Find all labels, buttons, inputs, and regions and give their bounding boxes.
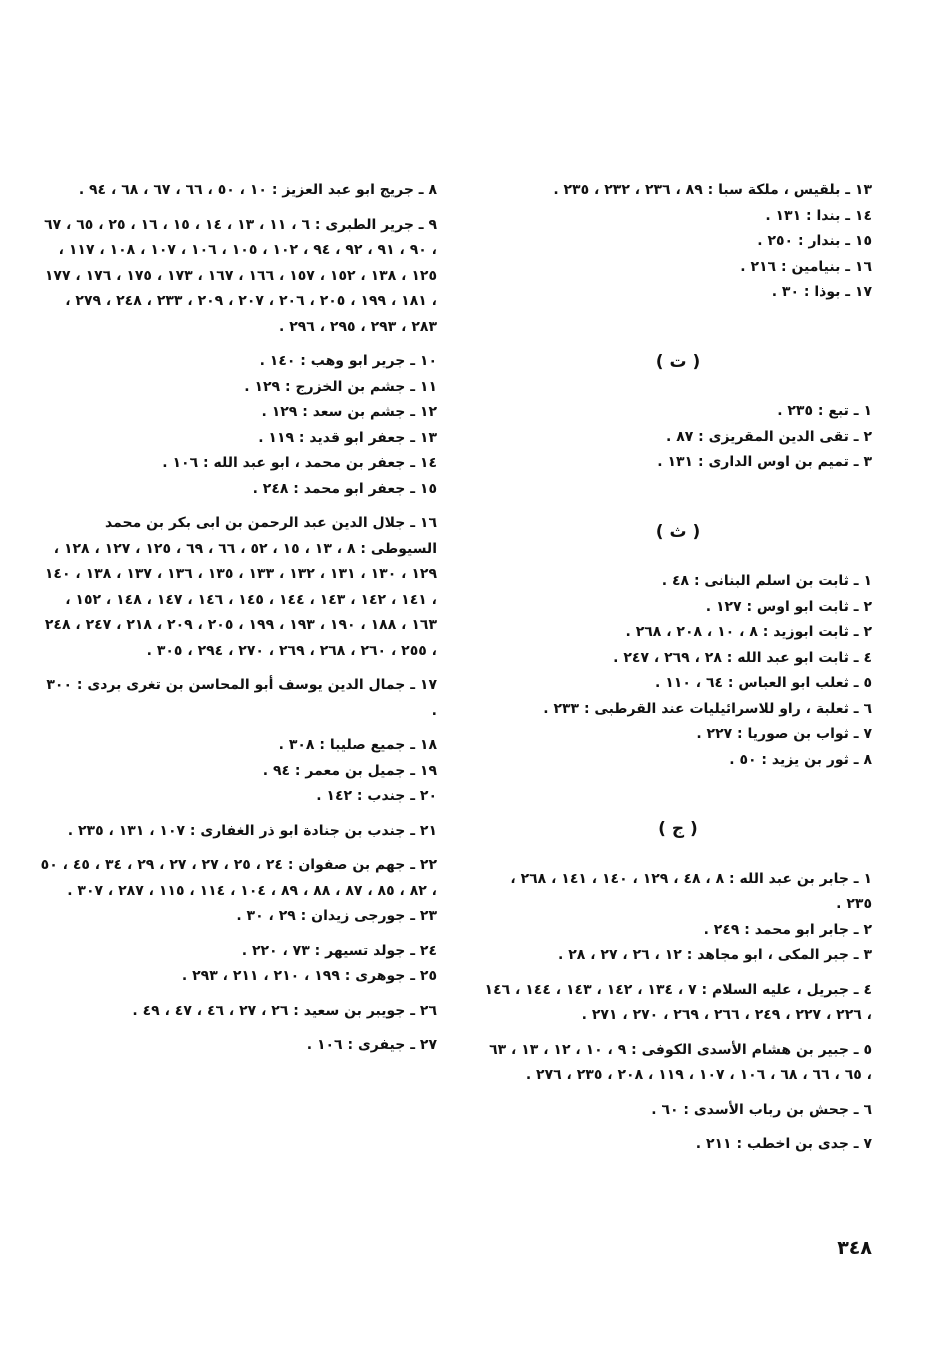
index-entry: ١٦ ـ جلال الدين عبد الرحمن بن ابى بكر بن محمد السيوطى : ٨ ، ١٣ ، ١٥ ، ٥٢ ، ٦٦ ، ٦٩ ، ١٢٥ ، ١٢٧ ، ١٢٨ ، ١٢٩ ، ١٣٠ ، ١٣١ ، ١٣٢ ، ١٣٣ ، ١٣٥ ، ١٣٦ ، ١٣٧ ، ١٣٨ ، ١٤٠ ، ١٤١ ، ١٤٢ ، ١٤٣ ، ١٤٤ ، ١٤٥ ، ١٤٦ ، ١٤٧ ، ١٤٨ ، ١٥٢ ، ١٦٣ ، ١٨٨ ، ١٩٠ ، ١٩٣ ، ١٩٩ ، ٢٠٥ ، ٢٠٩ ، ٢١٨ ، ٢٤٧ ، ٢٤٨ ، ٢٥٥ ، ٢٦٠ ، ٢٦٨ ، ٢٦٩ ، ٢٧٠ ، ٢٩٤ ، ٣٠٥ . xyxy=(44,515,437,659)
index-entry: ٢ ـ ثابت ابو اوس : ١٢٧ . xyxy=(705,598,872,615)
index-entry: ٥ ـ ثعلب ابو العباس : ٦٤ ، ١١٠ . xyxy=(655,675,872,691)
section-heading: ( ج ) xyxy=(658,819,698,839)
section-heading: ( ث ) xyxy=(655,521,701,542)
index-entry: ٢ ـ جابر ابو محمد : ٢٤٩ . xyxy=(703,921,872,938)
index-entry: ٦ ـ جحش بن رباب الأسدى : ٦٠ . xyxy=(651,1101,872,1118)
index-entry: ٢٣ ـ جورجى زيدان : ٢٩ ، ٣٠ . xyxy=(236,908,437,924)
index-entry: ٨ ـ جريج ابو عبد العزيز : ١٠ ، ٥٠ ، ٦٦ ، ٦٧ ، ٦٨ ، ٩٤ . xyxy=(78,182,437,198)
index-entry: ٧ ـ جدى بن اخطب : ٢١١ . xyxy=(695,1136,872,1152)
index-entry: ١٦ ـ بنيامين : ٢١٦ . xyxy=(740,258,872,275)
index-entry: ٢١ ـ جندب بن جنادة ابو ذر الغفارى : ١٠٧ ، ١٣١ ، ٢٣٥ . xyxy=(67,822,437,839)
index-entry: ١ ـ ثابت بن اسلم البنانى : ٤٨ . xyxy=(661,573,872,589)
index-entry: ٣ ـ تميم بن اوس الدارى : ١٣١ . xyxy=(657,454,872,470)
index-entry: ٨ ـ ثور بن يزيد : ٥٠ . xyxy=(729,751,872,768)
page-number: ٣٤٨ xyxy=(837,1237,872,1259)
index-column-right xyxy=(484,178,872,1158)
index-entry: ٤ ـ ثابت ابو عبد الله : ٢٨ ، ٢٦٩ ، ٢٤٧ . xyxy=(613,649,872,666)
index-entry: ١١ ـ جشم بن الخزرج : ١٢٩ . xyxy=(244,378,437,395)
index-entry: ٦ ـ ثعلبة ، راو للاسرائيليات عند القرطبى : ٢٣٣ . xyxy=(543,700,872,717)
index-entry: ٩ ـ جرير الطبرى : ٦ ، ١١ ، ١٣ ، ١٤ ، ١٥ ، ١٦ ، ٢٥ ، ٦٥ ، ٦٧ ، ٩٠ ، ٩١ ، ٩٢ ، ٩٤ ، ١٠٢ ، ١٠٥ ، ١٠٦ ، ١٠٧ ، ١٠٨ ، ١١٧ ، ١٢٥ ، ١٣٨ ، ١٥٢ ، ١٥٧ ، ١٦٦ ، ١٦٧ ، ١٧٣ ، ١٧٥ ، ١٧٦ ، ١٧٧ ، ١٨١ ، ١٩٩ ، ٢٠٥ ، ٢٠٦ ، ٢٠٧ ، ٢٠٩ ، ٢٣٣ ، ٢٤٨ ، ٢٧٩ ، ٢٨٣ ، ٢٩٣ ، ٢٩٥ ، ٢٩٦ . xyxy=(44,216,437,335)
index-entry: ١٢ ـ جشم بن سعد : ١٢٩ . xyxy=(261,404,437,420)
index-entry: ١٧ ـ جمال الدين يوسف أبو المحاسن بن تغرى بردى : ٣٠٠ . xyxy=(46,677,437,719)
index-entry: ٤ ـ جبريل ، عليه السلام : ٧ ، ١٣٤ ، ١٤٢ ، ١٤٣ ، ١٤٤ ، ١٤٦ ، ٢٢٦ ، ٢٢٧ ، ٢٤٩ ، ٢٦٦ ، ٢٦٩ ، ٢٧٠ ، ٢٧١ . xyxy=(484,981,872,1023)
index-entry: ١٥ ـ جعفر ابو محمد : ٢٤٨ . xyxy=(252,480,437,497)
index-entry: ٢٤ ـ جولد تسيهر : ٧٣ ، ٢٢٠ . xyxy=(241,942,437,959)
index-entry: ٢٠ ـ جندب : ١٤٢ . xyxy=(316,788,437,804)
index-entry: ١٤ ـ جعفر بن محمد ، ابو عبد الله : ١٠٦ . xyxy=(162,455,437,471)
index-entry: ١٧ ـ بوذا : ٣٠ . xyxy=(771,284,872,300)
index-entry: ١٩ ـ جميل بن معمر : ٩٤ . xyxy=(262,762,437,779)
index-entry: ١٨ ـ جميع صليبا : ٣٠٨ . xyxy=(278,737,437,753)
index-entry: ٢٢ ـ جهم بن صفوان : ٢٤ ، ٢٥ ، ٢٧ ، ٢٧ ، ٢٩ ، ٣٤ ، ٤٥ ، ٥٠ ، ٨٢ ، ٨٥ ، ٨٧ ، ٨٨ ، ٨٩ ، ١٠٤ ، ١١٤ ، ١١٥ ، ٢٨٧ ، ٣٠٧ . xyxy=(40,857,437,899)
index-entry: ١٣ ـ جعفر ابو قديد : ١١٩ . xyxy=(258,429,437,446)
index-entry: ٢٥ ـ جوهرى : ١٩٩ ، ٢١٠ ، ٢١١ ، ٢٩٣ . xyxy=(181,968,437,984)
index-entry: ٧ ـ ثواب بن صوريا : ٢٢٧ . xyxy=(696,726,872,742)
index-entry: ١٥ ـ بندار : ٢٥٠ . xyxy=(757,233,872,249)
index-entry: ١٠ ـ جرير ابو وهب : ١٤٠ . xyxy=(259,353,437,369)
index-entry: ١٤ ـ بندا : ١٣١ . xyxy=(765,207,872,224)
index-entry: ٢٦ ـ جويبر بن سعيد : ٢٦ ، ٢٧ ، ٤٦ ، ٤٧ ، ٤٩ . xyxy=(132,1002,437,1019)
index-entry: ٣ ـ جبر المكى ، ابو مجاهد : ١٢ ، ٢٦ ، ٢٧ ، ٢٨ . xyxy=(558,947,872,963)
index-entry: ١ ـ تبع : ٢٣٥ . xyxy=(777,403,872,419)
index-column-left xyxy=(37,178,437,1059)
index-entry: ٢ ـ تقى الدين المقريزى : ٨٧ . xyxy=(666,428,872,445)
index-entry: ١ ـ جابر بن عبد الله : ٨ ، ٤٨ ، ١٢٩ ، ١٤٠ ، ١٤١ ، ٢٦٨ ، ٢٣٥ . xyxy=(510,870,872,912)
index-entry: ١٣ ـ بلقيس ، ملكة سبا : ٨٩ ، ٢٣٦ ، ٢٣٢ ، ٢٣٥ . xyxy=(553,182,872,198)
index-entry: ٥ ـ جبير بن هشام الأسدى الكوفى : ٩ ، ١٠ ، ١٢ ، ١٣ ، ٦٣ ، ٦٥ ، ٦٦ ، ٦٨ ، ١٠٦ ، ١٠٧ ، ١١٩ ، ٢٠٨ ، ٢٣٥ ، ٢٧٦ . xyxy=(489,1041,872,1083)
index-entry: ٢٧ ـ جيفرى : ١٠٦ . xyxy=(306,1037,437,1053)
section-heading: ( ت ) xyxy=(655,351,701,372)
index-entry: ٢ ـ ثابت ابوزيد : ٨ ، ١٠ ، ٢٠٨ ، ٢٦٨ . xyxy=(625,624,872,640)
